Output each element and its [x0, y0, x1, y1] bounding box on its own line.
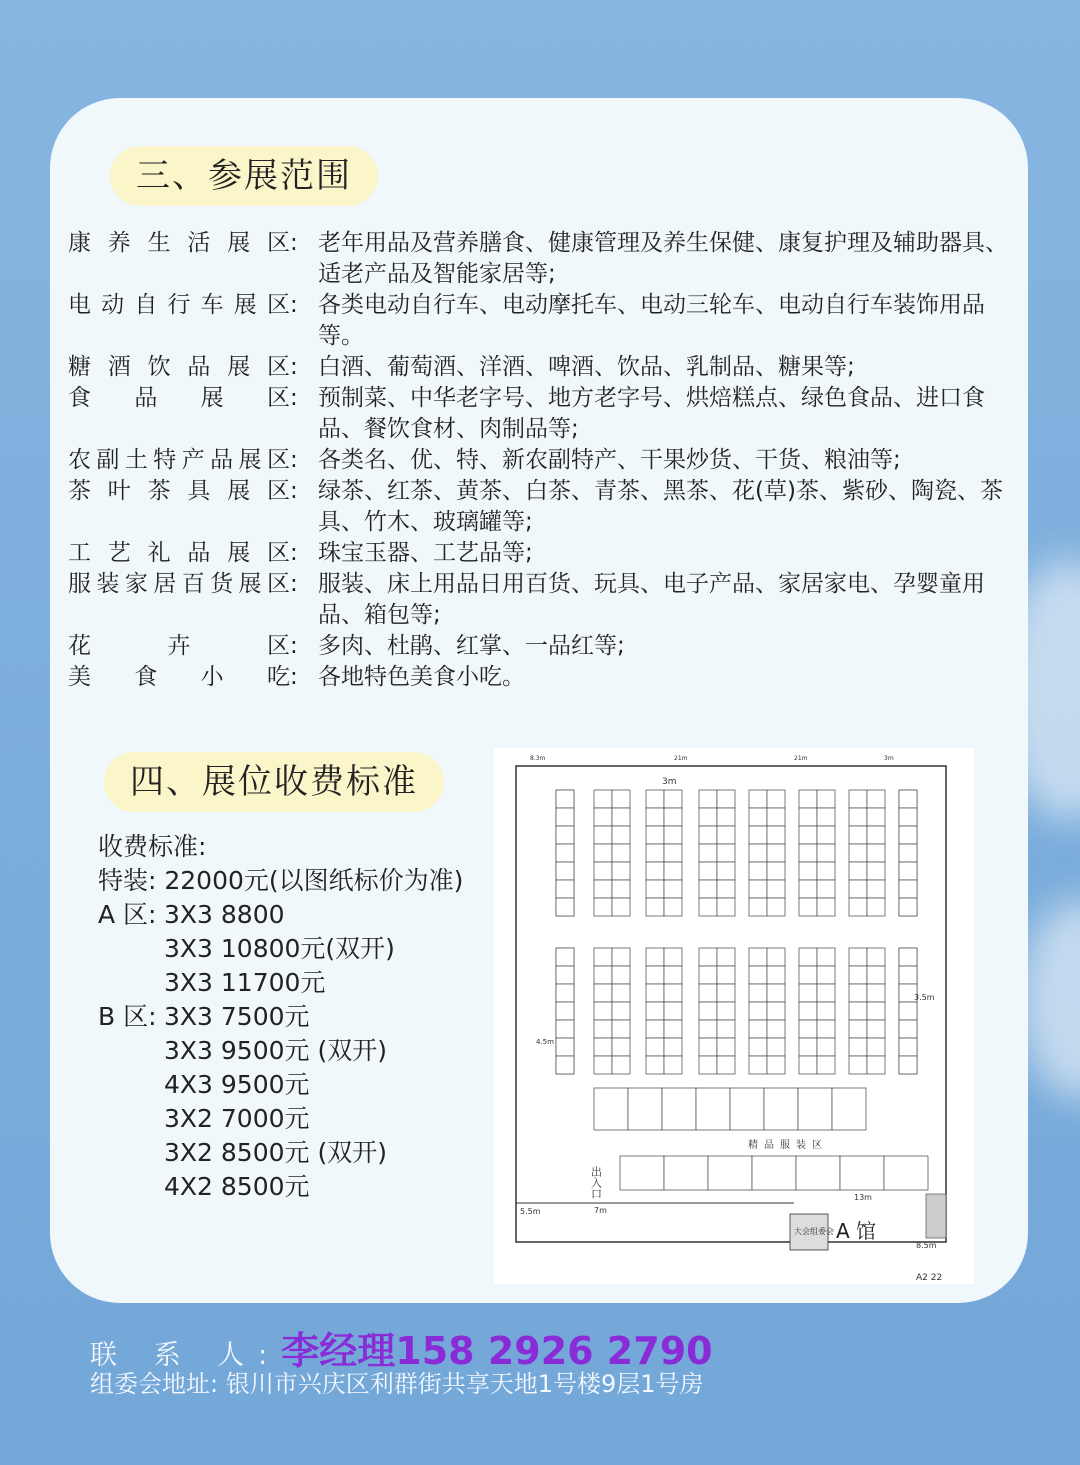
booth-cell — [646, 966, 664, 984]
booth-cell — [899, 1020, 917, 1038]
booth-cell — [799, 1056, 817, 1074]
fee-b-item: 3X2 8500元 (双开) — [164, 1138, 387, 1167]
scope-description: 老年用品及营养膳食、健康管理及养生保健、康复护理及辅助器具、适老产品及智能家居等; — [318, 230, 1008, 287]
dim-label: 13m — [854, 1193, 872, 1202]
booth-cell — [767, 1002, 785, 1020]
booth-cell — [646, 1002, 664, 1020]
booth-cell — [664, 808, 682, 826]
booth-cell — [817, 1020, 835, 1038]
scope-colon: : — [290, 292, 298, 318]
booth-cell — [867, 808, 885, 826]
booth-cell — [832, 1088, 866, 1130]
committee-label: 大会组委会 — [794, 1227, 834, 1236]
dim-label: 21m — [674, 755, 688, 762]
booth-cell — [867, 948, 885, 966]
booth-cell — [556, 1038, 574, 1056]
booth-cell — [646, 826, 664, 844]
fee-b-item: 4X2 8500元 — [164, 1172, 310, 1201]
booth-cell — [708, 1156, 752, 1190]
contact-address: 组委会地址: 银川市兴庆区利群街共享天地1号楼9层1号房 — [90, 1370, 704, 1398]
booth-cell — [646, 880, 664, 898]
booth-cell — [749, 1038, 767, 1056]
scope-row — [68, 569, 1018, 631]
booth-cell — [767, 844, 785, 862]
booth-cell — [594, 1088, 628, 1130]
booth-cell — [664, 1020, 682, 1038]
booth-cell — [817, 826, 835, 844]
fee-b-item: 3X3 7500元 — [164, 1002, 310, 1031]
booth-cell — [749, 1020, 767, 1038]
booth-cell — [556, 808, 574, 826]
scope-category: 茶 叶 茶 具 展 区 — [68, 478, 290, 504]
booth-cell — [594, 898, 612, 916]
booth-cell — [699, 948, 717, 966]
booth-cell — [817, 948, 835, 966]
scope-category: 花 卉 区 — [68, 633, 290, 659]
booth-cell — [717, 1002, 735, 1020]
booth-cell — [612, 898, 630, 916]
booth-cell — [749, 984, 767, 1002]
scope-category: 糖 酒 饮 品 展 区 — [68, 354, 290, 380]
booth-cell — [594, 948, 612, 966]
booth-cell — [717, 880, 735, 898]
booth-cell — [699, 1002, 717, 1020]
exhibit-scope-list — [68, 228, 1018, 693]
booth-cell — [749, 898, 767, 916]
booth-cell — [717, 826, 735, 844]
booth-cell — [767, 1038, 785, 1056]
fee-special: 特装: 22000元(以图纸标价为准) — [98, 866, 464, 895]
booth-cell — [594, 862, 612, 880]
booth-cell — [717, 1056, 735, 1074]
booth-cell — [717, 1038, 735, 1056]
fee-a-label: A 区: — [98, 900, 157, 929]
booth-cell — [749, 808, 767, 826]
booth-cell — [799, 984, 817, 1002]
booth-cell — [646, 1038, 664, 1056]
booth-cell — [646, 862, 664, 880]
booth-cell — [612, 1038, 630, 1056]
scope-category: 服 装 家 居 百 货 展 区 — [68, 571, 290, 597]
fee-b-item: 4X3 9500元 — [164, 1070, 310, 1099]
booth-cell — [664, 1056, 682, 1074]
booth-cell — [612, 844, 630, 862]
booth-cell — [767, 790, 785, 808]
booth-cell — [699, 862, 717, 880]
booth-cell — [556, 1020, 574, 1038]
scope-row — [68, 383, 1018, 445]
booth-cell — [798, 1088, 832, 1130]
section3-title: 三、参展范围 — [110, 146, 378, 206]
booth-cell — [817, 808, 835, 826]
booth-cell — [817, 1002, 835, 1020]
booth-cell — [867, 862, 885, 880]
booth-cell — [749, 862, 767, 880]
booth-cell — [556, 844, 574, 862]
scope-description: 白酒、葡萄酒、洋酒、啤酒、饮品、乳制品、糖果等; — [318, 354, 855, 380]
scope-row — [68, 228, 1018, 290]
fee-a-item: 3X3 8800 — [164, 900, 285, 929]
booth-cell — [749, 790, 767, 808]
booth-cell — [799, 1020, 817, 1038]
booth-cell — [664, 1156, 708, 1190]
scope-description: 珠宝玉器、工艺品等; — [318, 540, 533, 566]
dim-label: 3.5m — [914, 993, 935, 1002]
scope-description: 各地特色美食小吃。 — [318, 664, 525, 690]
booth-cell — [899, 1038, 917, 1056]
booth-cell — [730, 1088, 764, 1130]
booth-cell — [799, 826, 817, 844]
booth-cell — [749, 948, 767, 966]
booth-cell — [646, 898, 664, 916]
fee-list — [98, 830, 463, 1204]
booth-cell — [646, 948, 664, 966]
booth-cell — [799, 844, 817, 862]
booth-cell — [612, 948, 630, 966]
booth-cell — [849, 844, 867, 862]
booth-cell — [849, 898, 867, 916]
booth-cell — [594, 1020, 612, 1038]
booth-cell — [717, 984, 735, 1002]
dim-label: 5.5m — [520, 1207, 541, 1216]
booth-cell — [867, 880, 885, 898]
booth-cell — [612, 808, 630, 826]
scope-colon: : — [290, 385, 298, 411]
fee-b-label: B 区: — [98, 1002, 157, 1031]
section4-title: 四、展位收费标准 — [104, 752, 444, 812]
booth-cell — [612, 984, 630, 1002]
booth-cell — [899, 790, 917, 808]
booth-cell — [717, 808, 735, 826]
scope-colon: : — [290, 478, 298, 504]
booth-cell — [849, 790, 867, 808]
booth-cell — [664, 844, 682, 862]
scope-row — [68, 662, 1018, 693]
booth-cell — [849, 1020, 867, 1038]
booth-cell — [646, 984, 664, 1002]
booth-cell — [664, 948, 682, 966]
booth-cell — [699, 880, 717, 898]
booth-cell — [664, 1038, 682, 1056]
booth-cell — [899, 862, 917, 880]
booth-cell — [594, 790, 612, 808]
booth-cell — [717, 862, 735, 880]
booth-cell — [767, 826, 785, 844]
booth-cell — [612, 1020, 630, 1038]
booth-cell — [594, 808, 612, 826]
booth-cell — [867, 966, 885, 984]
booth-cell — [867, 1020, 885, 1038]
booth-grid — [556, 790, 928, 1190]
booth-cell — [867, 898, 885, 916]
booth-cell — [646, 808, 664, 826]
booth-cell — [849, 808, 867, 826]
scope-category: 美 食 小 吃 — [68, 664, 290, 690]
booth-cell — [699, 844, 717, 862]
booth-cell — [849, 826, 867, 844]
booth-cell — [646, 844, 664, 862]
booth-cell — [699, 826, 717, 844]
booth-cell — [556, 880, 574, 898]
booth-cell — [767, 862, 785, 880]
scope-colon: : — [290, 540, 298, 566]
booth-cell — [799, 808, 817, 826]
scope-row — [68, 290, 1018, 352]
booth-cell — [717, 898, 735, 916]
booth-cell — [867, 1056, 885, 1074]
booth-cell — [867, 1038, 885, 1056]
booth-cell — [556, 862, 574, 880]
dim-label: 3m — [884, 755, 894, 762]
booth-cell — [849, 1002, 867, 1020]
scope-description: 绿茶、红茶、黄茶、白茶、青茶、黑茶、花(草)茶、紫砂、陶瓷、茶具、竹木、玻璃罐等; — [318, 478, 1003, 535]
booth-cell — [849, 880, 867, 898]
dim-label: 4.5m — [536, 1038, 554, 1046]
scope-row — [68, 476, 1018, 538]
booth-cell — [699, 790, 717, 808]
booth-cell — [899, 948, 917, 966]
booth-cell — [767, 1020, 785, 1038]
scope-row — [68, 631, 1018, 662]
booth-cell — [717, 948, 735, 966]
dim-label: 3m — [662, 777, 677, 787]
booth-cell — [556, 898, 574, 916]
booth-cell — [817, 862, 835, 880]
floor-plan — [494, 748, 974, 1284]
scope-description: 各类电动自行车、电动摩托车、电动三轮车、电动自行车装饰用品等。 — [318, 292, 985, 349]
booth-cell — [664, 898, 682, 916]
booth-cell — [699, 1056, 717, 1074]
booth-cell — [717, 1020, 735, 1038]
dim-label: 8.5m — [916, 1241, 937, 1250]
booth-cell — [899, 880, 917, 898]
booth-cell — [767, 948, 785, 966]
booth-cell — [799, 966, 817, 984]
booth-cell — [799, 948, 817, 966]
booth-cell — [849, 1038, 867, 1056]
scope-colon: : — [290, 571, 298, 597]
booth-cell — [620, 1156, 664, 1190]
booth-cell — [749, 880, 767, 898]
booth-cell — [799, 880, 817, 898]
scope-colon: : — [290, 354, 298, 380]
booth-cell — [646, 1056, 664, 1074]
scope-colon: : — [290, 664, 298, 690]
booth-cell — [612, 1002, 630, 1020]
booth-cell — [717, 844, 735, 862]
booth-cell — [849, 948, 867, 966]
booth-cell — [840, 1156, 884, 1190]
booth-cell — [767, 1056, 785, 1074]
booth-cell — [796, 1156, 840, 1190]
room-block — [926, 1194, 946, 1238]
booth-cell — [556, 984, 574, 1002]
dim-label: 8.3m — [530, 755, 546, 762]
booth-cell — [767, 808, 785, 826]
booth-cell — [749, 844, 767, 862]
booth-cell — [899, 844, 917, 862]
scope-row — [68, 445, 1018, 476]
booth-cell — [899, 1002, 917, 1020]
scope-colon: : — [290, 230, 298, 256]
booth-cell — [799, 898, 817, 916]
booth-cell — [817, 844, 835, 862]
booth-cell — [699, 984, 717, 1002]
booth-cell — [664, 966, 682, 984]
booth-cell — [867, 790, 885, 808]
booth-cell — [594, 1002, 612, 1020]
booth-cell — [612, 966, 630, 984]
booth-cell — [749, 966, 767, 984]
booth-cell — [628, 1088, 662, 1130]
booth-cell — [799, 1002, 817, 1020]
booth-cell — [664, 862, 682, 880]
floor-plan-drawing — [494, 748, 974, 1284]
scope-category: 电 动 自 行 车 展 区 — [68, 292, 290, 318]
booth-cell — [767, 966, 785, 984]
booth-cell — [767, 898, 785, 916]
booth-cell — [817, 880, 835, 898]
exit-label: 出入口 — [589, 1166, 603, 1199]
booth-cell — [799, 862, 817, 880]
scope-row — [68, 352, 1018, 383]
booth-cell — [849, 966, 867, 984]
fee-b-row — [98, 1000, 463, 1034]
scope-category: 食 品 展 区 — [68, 385, 290, 411]
booth-cell — [817, 1056, 835, 1074]
booth-cell — [717, 966, 735, 984]
booth-cell — [849, 862, 867, 880]
scope-description: 各类名、优、特、新农副特产、干果炒货、干货、粮油等; — [318, 447, 901, 473]
booth-cell — [899, 966, 917, 984]
booth-cell — [612, 880, 630, 898]
booth-cell — [767, 880, 785, 898]
booth-cell — [664, 826, 682, 844]
booth-cell — [556, 790, 574, 808]
booth-cell — [867, 844, 885, 862]
booth-cell — [556, 966, 574, 984]
booth-cell — [699, 1038, 717, 1056]
booth-cell — [696, 1088, 730, 1130]
booth-cell — [817, 1038, 835, 1056]
contact-phone[interactable]: 李经理158 2926 2790 — [281, 1329, 713, 1373]
booth-cell — [899, 808, 917, 826]
fee-a-item: 3X3 10800元(双开) — [164, 934, 395, 963]
booth-cell — [884, 1156, 928, 1190]
scope-category: 农 副 土 特 产 品 展 区 — [68, 447, 290, 473]
booth-cell — [817, 898, 835, 916]
booth-cell — [899, 1056, 917, 1074]
fee-b-item: 3X3 9500元 (双开) — [164, 1036, 387, 1065]
booth-cell — [849, 1056, 867, 1074]
booth-cell — [646, 790, 664, 808]
booth-cell — [594, 984, 612, 1002]
scope-colon: : — [290, 447, 298, 473]
scope-description: 多肉、杜鹃、红掌、一品红等; — [318, 633, 625, 659]
scope-colon: : — [290, 633, 298, 659]
dim-label: 7m — [594, 1206, 607, 1215]
cloud-decoration — [1020, 900, 1080, 1100]
booth-cell — [594, 1056, 612, 1074]
booth-cell — [594, 1038, 612, 1056]
booth-cell — [612, 790, 630, 808]
scope-row — [68, 538, 1018, 569]
booth-cell — [799, 790, 817, 808]
booth-cell — [556, 1002, 574, 1020]
booth-cell — [817, 984, 835, 1002]
booth-cell — [717, 790, 735, 808]
booth-cell — [699, 1020, 717, 1038]
zone-label: 精品服装区 — [748, 1140, 828, 1151]
booth-cell — [664, 790, 682, 808]
booth-cell — [817, 790, 835, 808]
booth-cell — [867, 984, 885, 1002]
fee-heading: 收费标准: — [98, 832, 207, 861]
booth-cell — [664, 984, 682, 1002]
fee-a-item: 3X3 11700元 — [164, 968, 326, 997]
booth-cell — [556, 826, 574, 844]
fee-b-item: 3X2 7000元 — [164, 1104, 310, 1133]
scope-category: 工 艺 礼 品 展 区 — [68, 540, 290, 566]
scope-category: 康 养 生 活 展 区 — [68, 230, 290, 256]
scope-description: 预制菜、中华老字号、地方老字号、烘焙糕点、绿色食品、进口食品、餐饮食材、肉制品等; — [318, 385, 985, 442]
booth-cell — [699, 898, 717, 916]
booth-cell — [556, 1056, 574, 1074]
hall-label: A 馆 — [836, 1219, 877, 1243]
booth-cell — [849, 984, 867, 1002]
scope-description: 服装、床上用品日用百货、玩具、电子产品、家居家电、孕婴童用品、箱包等; — [318, 571, 985, 628]
booth-cell — [817, 966, 835, 984]
fee-a-row — [98, 898, 463, 932]
booth-cell — [899, 898, 917, 916]
booth-cell — [767, 984, 785, 1002]
booth-cell — [612, 862, 630, 880]
booth-cell — [664, 880, 682, 898]
contact-label: 联 系 人: — [90, 1340, 282, 1371]
booth-cell — [594, 880, 612, 898]
dim-label: 21m — [794, 755, 808, 762]
booth-cell — [867, 1002, 885, 1020]
booth-cell — [594, 826, 612, 844]
booth-cell — [699, 808, 717, 826]
booth-cell — [764, 1088, 798, 1130]
booth-cell — [664, 1002, 682, 1020]
booth-cell — [899, 826, 917, 844]
booth-cell — [699, 966, 717, 984]
booth-cell — [799, 1038, 817, 1056]
booth-cell — [556, 948, 574, 966]
page-code: A2 22 — [916, 1273, 943, 1283]
booth-cell — [749, 826, 767, 844]
booth-cell — [749, 1056, 767, 1074]
booth-cell — [646, 1020, 664, 1038]
booth-cell — [749, 1002, 767, 1020]
booth-cell — [594, 966, 612, 984]
booth-cell — [612, 1056, 630, 1074]
booth-cell — [612, 826, 630, 844]
booth-cell — [662, 1088, 696, 1130]
booth-cell — [752, 1156, 796, 1190]
booth-cell — [867, 826, 885, 844]
booth-cell — [594, 844, 612, 862]
